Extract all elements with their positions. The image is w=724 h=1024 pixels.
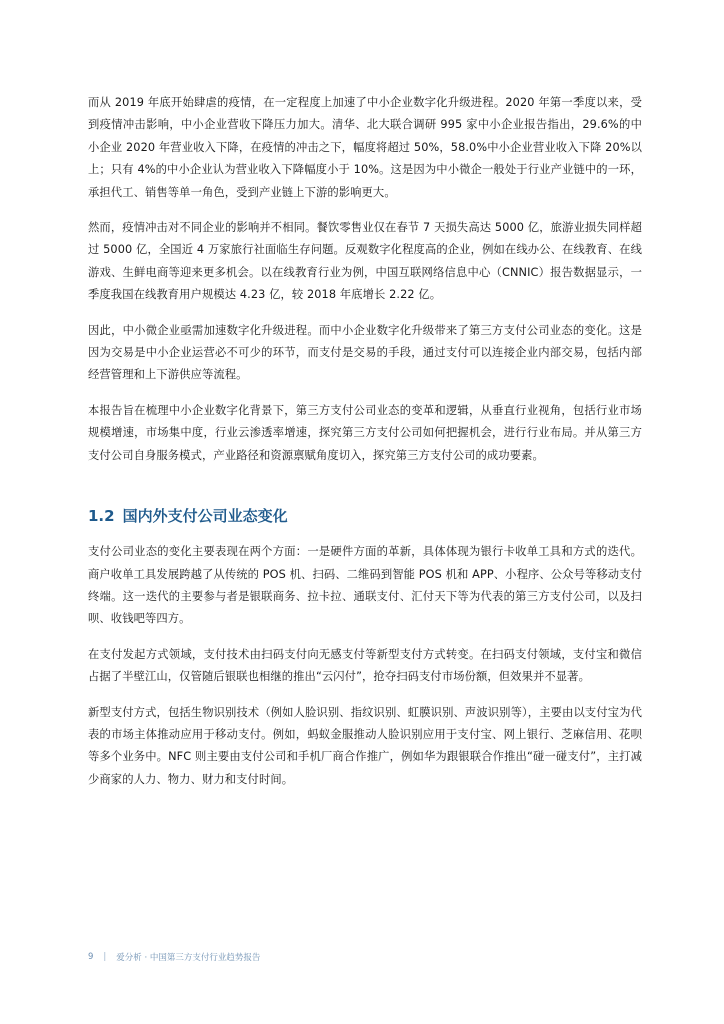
- section-number: 1.2: [88, 507, 115, 526]
- page-footer: [88, 951, 260, 963]
- section-heading: [88, 505, 642, 527]
- paragraph: 然而，疫情冲击对不同企业的影响并不相同。餐饮零售业仅在春节 7 天损失高达 5000 亿，旅游业损失同样超过 5000 亿，全国近 4 万家旅行社面临生存问题。反观数字化程度高的企业，例如在线办公、在线教育、在线游戏、生鲜电商等迎来更多机会。以在线教育行业为例，中国互联网络信息中心（CNNIC）报告数据显示，一季度我国在线教育用户规模达 4.23 亿，较 2018 年底增长 2.22 亿。: [88, 221, 642, 302]
- paragraph: 本报告旨在梳理中小企业数字化背景下，第三方支付公司业态的变革和逻辑，从垂直行业视角，包括行业市场规模增速，市场集中度，行业云渗透率增速，探究第三方支付公司如何把握机会，进行行业布局。并从第三方支付公司自身服务模式，产业路径和资源禀赋角度切入，探究第三方支付公司的成功要素。: [88, 403, 642, 462]
- paragraph: 因此，中小微企业亟需加速数字化升级进程。而中小企业数字化升级带来了第三方支付公司业态的变化。这是因为交易是中小企业运营必不可少的环节，而支付是交易的手段，通过支付可以连接企业内部交易，包括内部经营管理和上下游供应等流程。: [88, 323, 642, 382]
- section-title: 国内外支付公司业态变化: [122, 507, 288, 526]
- paragraph: 支付公司业态的变化主要表现在两个方面：一是硬件方面的革新，具体体现为银行卡收单工具和方式的迭代。商户收单工具发展跨越了从传统的 POS 机、扫码、二维码到智能 POS 机和 APP、小程序、公众号等移动支付终端。这一迭代的主要参与者是银联商务、拉卡拉、通联支付、汇付天下等为代表的第三方支付公司，以及扫呗、收钱吧等四方。: [88, 545, 642, 626]
- paragraph: 新型支付方式，包括生物识别技术（例如人脸识别、指纹识别、虹膜识别、声波识别等），主要由以支付宝为代表的市场主体推动应用于移动支付。例如，蚂蚁金服推动人脸识别应用于支付宝、网上银行、芝麻信用、花呗等多个业务中。NFC 则主要由支付公司和手机厂商合作推广，例如华为跟银联合作推出“碰一碰支付”，主打减少商家的人力、物力、财力和支付时间。: [88, 705, 642, 786]
- paragraph: 而从 2019 年底开始肆虐的疫情，在一定程度上加速了中小企业数字化升级进程。2020 年第一季度以来，受到疫情冲击影响，中小企业营收下降压力加大。清华、北大联合调研 995 家中小企业报告指出，29.6%的中小企业 2020 年营业收入下降，在疫情的冲击之下，幅度将超过 50%，58.0%中小企业营业收入下降 20%以上；只有 4%的中小企业认为营业收入下降幅度小于 10%。这是因为中小微企一般处于行业产业链中的一环，承担代工、销售等单一角色，受到产业链上下游的影响更大。: [88, 96, 642, 199]
- paragraph: 在支付发起方式领域，支付技术由扫码支付向无感支付等新型支付方式转变。在扫码支付领域，支付宝和微信占据了半壁江山，仅管随后银联也相继的推出“云闪付”，抢夺扫码支付市场份额，但效果并不显著。: [88, 647, 642, 684]
- footer-source: 爱分析 · 中国第三方支付行业趋势报告: [116, 953, 261, 963]
- document-body: [88, 92, 642, 804]
- footer-separator: |: [103, 952, 107, 962]
- page-number: 9: [88, 952, 94, 962]
